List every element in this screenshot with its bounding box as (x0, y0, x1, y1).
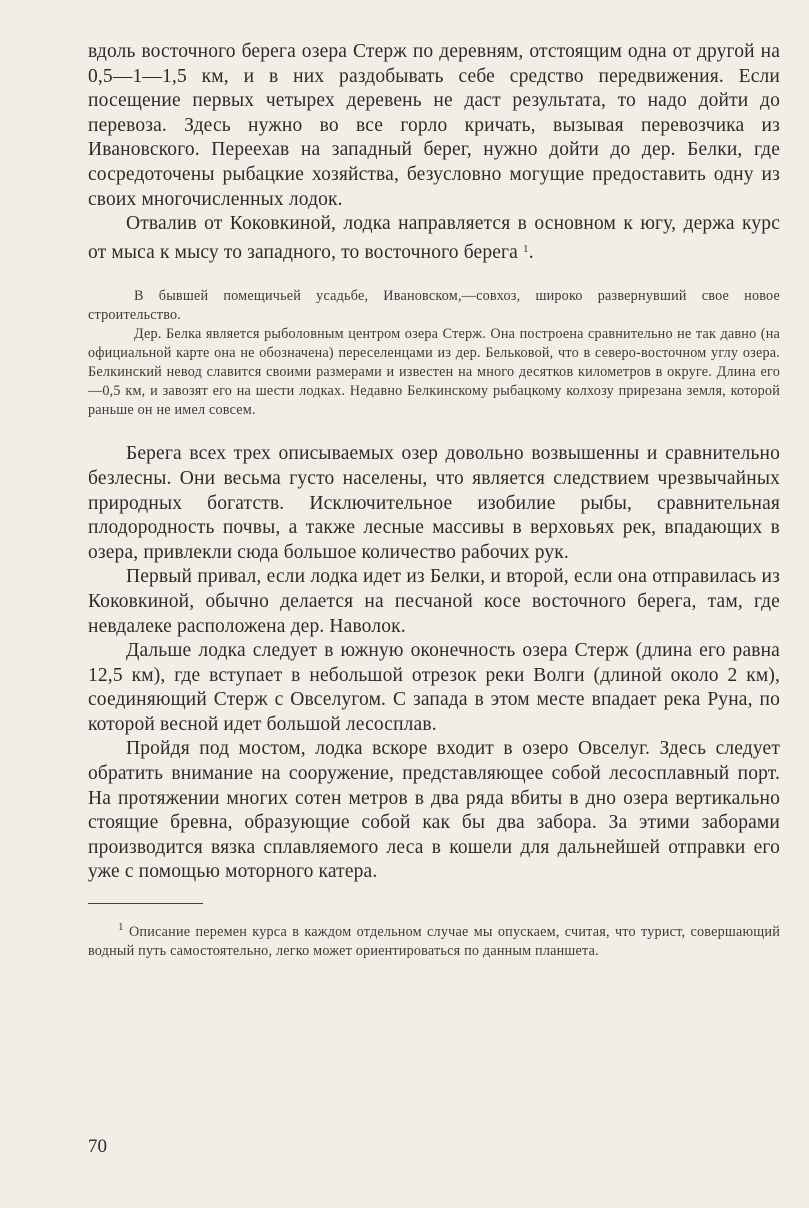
editorial-notes (88, 287, 780, 420)
paragraph-2-end: . (528, 241, 534, 263)
note-1: В бывшей помещичьей усадьбе, Ивановском,—совхоз, широко развернувший свое новое строительство. (88, 288, 780, 324)
paragraph-6: Пройдя под мостом, лодка вскоре входит в озеро Овселуг. Здесь следует обратить внимание на сооружение, представляющее собой лесосплавный порт. На протяжении многих сотен метров в два ряда вбиты в дно озера вертикально стоящие бревна, образующие собой как бы два забора. За этими заборами производится вязка сплавляемого леса в кошели для дальнейшей отправки его уже с помощью моторного катера. (88, 738, 780, 883)
footnote-mark: 1 (118, 921, 124, 934)
footnote-divider (88, 903, 203, 904)
paragraph-2 (88, 212, 780, 265)
main-text-top (88, 40, 780, 265)
footnote-reference-1: 1 (523, 242, 529, 255)
paragraph-3: Берега всех трех описываемых озер довольно возвышенны и сравнительно безлесны. Они весьма густо населены, что является следствием чрезвычайных природных богатств. Исключительное изобилие рыбы, сравнительная плодородность почвы, а также лесные массивы в верховьях рек, впадающих в озера, привлекли сюда большое количество рабочих рук. (88, 443, 780, 563)
paragraph-5: Дальше лодка следует в южную оконечность озера Стерж (длина его равна 12,5 км), где вступает в небольшой отрезок реки Волги (длиной около 2 км), соединяющий Стерж с Овселугом. С запада в этом месте впадает река Руна, по которой весной идет большой лесосплав. (88, 640, 780, 735)
paragraph-1: вдоль восточного берега озера Стерж по деревням, отстоящим одна от другой на 0,5—1—1,5 км, и в них раздобывать себе средство передвижения. Если посещение первых четырех деревень не даст результата, то надо дойти до перевоза. Здесь нужно во все горло кричать, вызывая перевозчика из Ивановского. Переехав на западный берег, нужно дойти до дер. Белки, где сосредоточены рыбацкие хозяйства, безусловно могущие предоставить одну из своих многочисленных лодок. (88, 41, 780, 210)
footnote (88, 918, 780, 961)
paragraph-4: Первый привал, если лодка идет из Белки, и второй, если она отправилась из Коковкиной, обычно делается на песчаной косе восточного берега, там, где невдалеке расположена дер. Наволок. (88, 566, 780, 637)
note-2: Дер. Белка является рыболовным центром озера Стерж. Она построена сравнительно не так давно (на официальной карте она не обозначена) переселенцами из дер. Бельковой, что в северо-восточном углу озера. Белкинский невод славится своими размерами и известен на много десятков километров в округе. Длина его—0,5 км, и завозят его на шести лодках. Недавно Белкинскому рыбацкому колхозу прирезана земля, которой раньше он не имел совсем. (88, 326, 780, 419)
page-body (88, 40, 780, 961)
page-number: 70 (88, 1136, 107, 1157)
footnote-text: Описание перемен курса в каждом отдельном случае мы опускаем, считая, что турист, совершающий водный путь самостоятельно, легко может ориентироваться по данным планшета. (88, 924, 781, 960)
paragraph-2-text: Отвалив от Коковкиной, лодка направляется в основном к югу, держа курс от мыса к мысу то западного, то восточного берега (88, 213, 780, 263)
main-text-bottom (88, 442, 780, 885)
